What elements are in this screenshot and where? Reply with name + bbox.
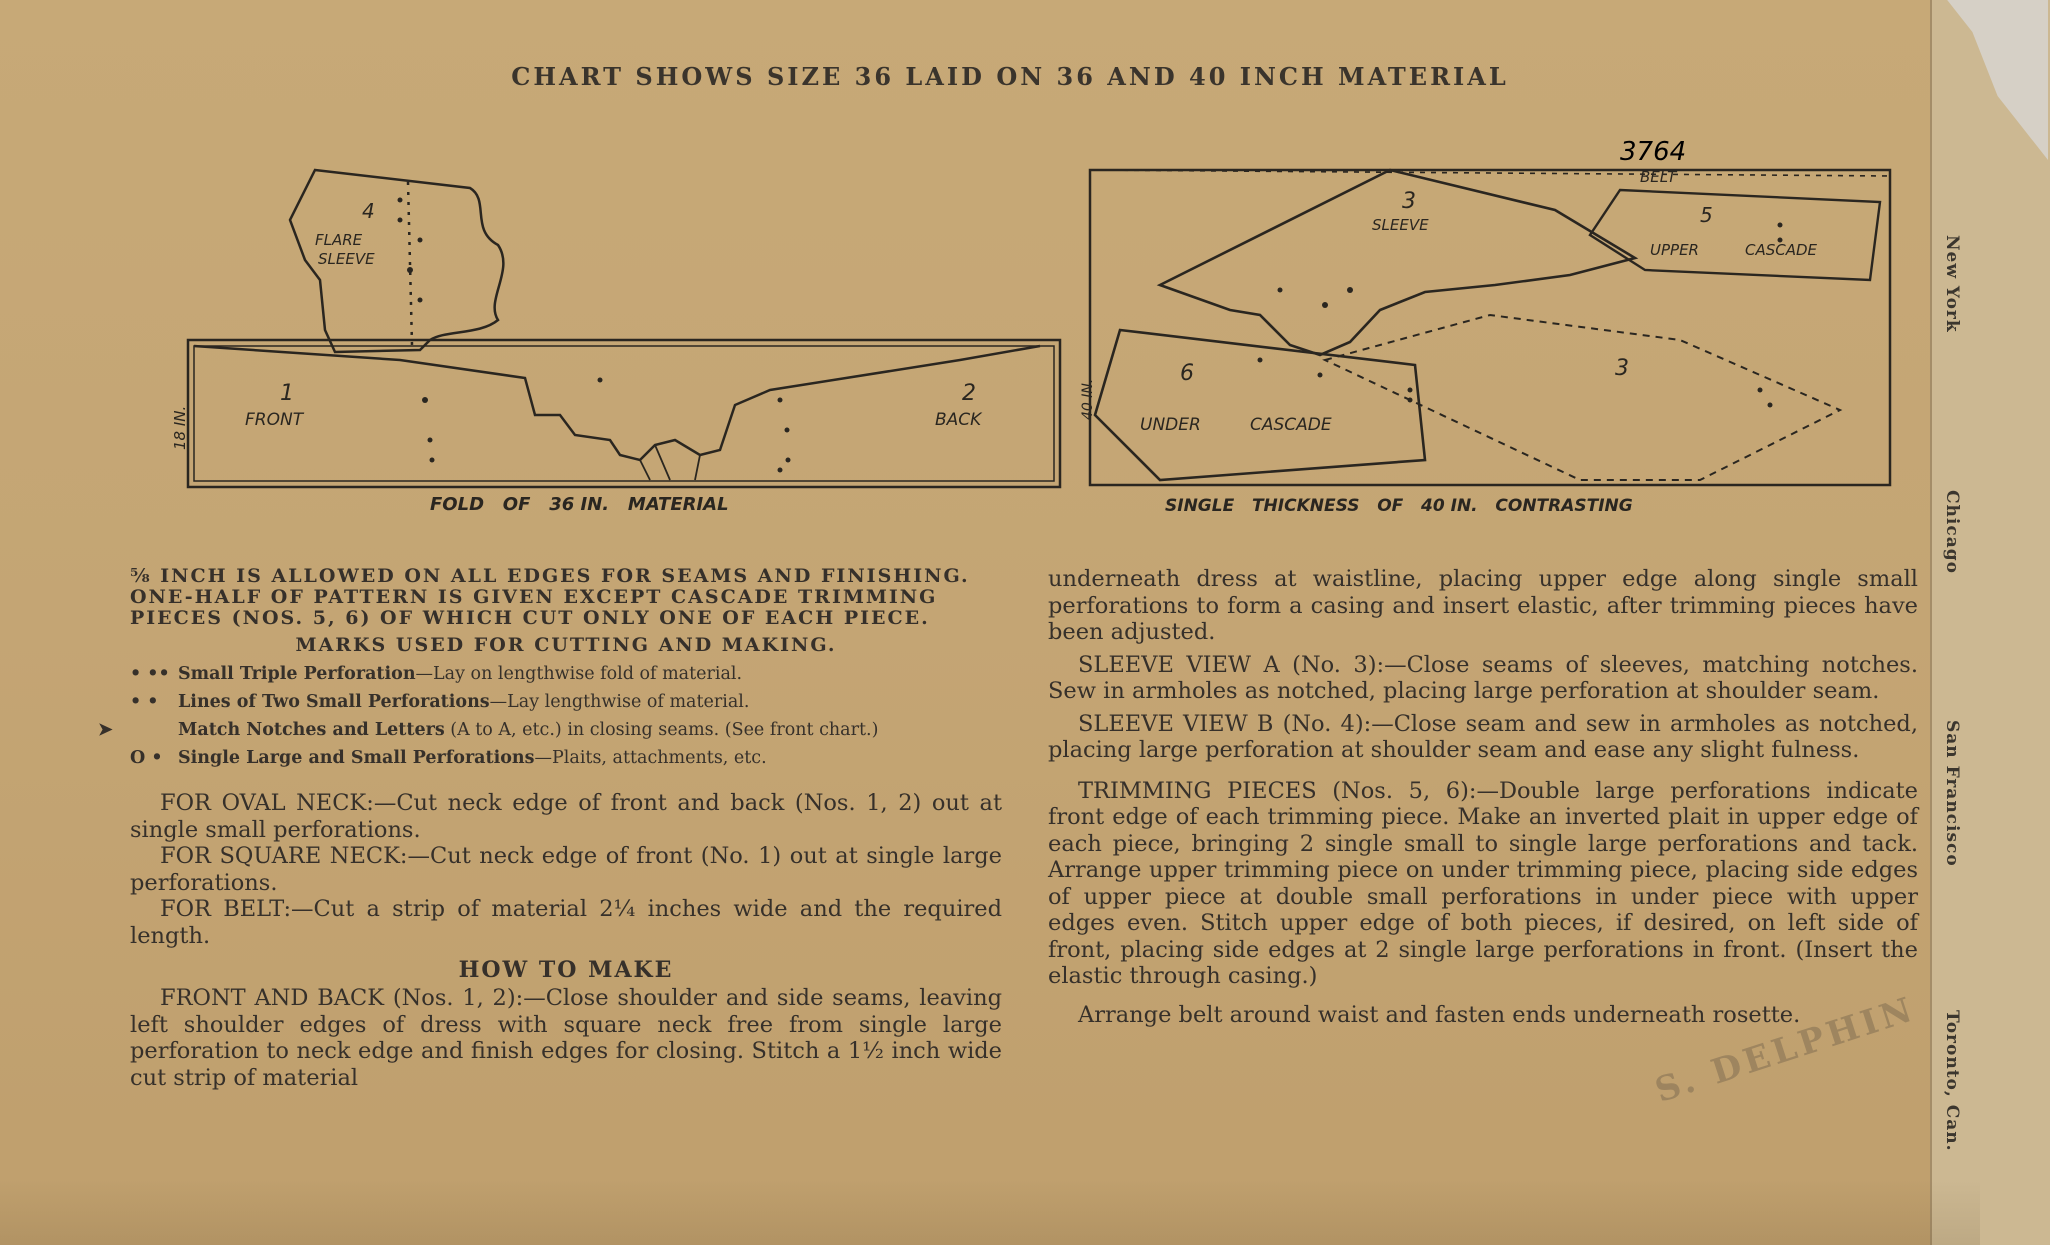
trimming-instruction: TRIMMING PIECES (Nos. 5, 6):—Double large perforations indicate front edge of each trimming piece. Make an inverted plait in upper edge of each piece, bringing 2 single small to single large perforations and tack. Arrange upper trimming piece on under trimming piece, placing side edges of upper piece at double small perforations in under piece with upper edges even. Stitch upper edge of both pieces, if desired, on left side of front, placing side edges at 2 single large perforations in front. (Insert the elastic through casing.) bbox=[1048, 777, 1918, 989]
city-toronto: Toronto, Can. bbox=[1942, 1010, 1962, 1152]
left-chart-caption: FOLD OF 36 IN. MATERIAL bbox=[430, 494, 729, 515]
piece-3-number: 3 bbox=[1402, 189, 1416, 214]
piece-6-label-2: CASCADE bbox=[1250, 415, 1332, 435]
piece-1-label: FRONT bbox=[245, 410, 304, 430]
left-layout-chart bbox=[171, 160, 1070, 520]
marks-heading: MARKS USED FOR CUTTING AND MAKING. bbox=[295, 634, 837, 656]
double-perforation-icon: • • bbox=[130, 692, 159, 712]
left-chart-svg bbox=[171, 160, 1070, 520]
right-instructions bbox=[1048, 566, 1918, 1028]
large-small-perforation-icon: O • bbox=[130, 748, 163, 768]
piece-3b-number: 3 bbox=[1615, 356, 1629, 381]
piece-4-number: 4 bbox=[362, 199, 375, 223]
piece-5-label-2: CASCADE bbox=[1745, 241, 1818, 259]
marks-list bbox=[98, 660, 1002, 772]
mark-large-small: O • Single Large and Small Perforations—Plaits, attachments, etc. bbox=[130, 744, 1002, 772]
front-back-instruction: FRONT AND BACK (Nos. 1, 2):—Close shoulder and side seams, leaving left shoulder edges of dress with square neck free from single large perforation to neck edge and finish edges for closing. Stitch a 1½ inch wide cut strip of material bbox=[130, 985, 1002, 1091]
piece-1-number: 1 bbox=[280, 381, 294, 406]
belt-label: BELT bbox=[1640, 168, 1677, 186]
notch-arrow-icon: ➤ bbox=[98, 720, 113, 740]
piece-5-label-1: UPPER bbox=[1650, 241, 1699, 259]
dealer-stamp: S. DELPHIN bbox=[1650, 989, 1921, 1111]
continued-instruction: underneath dress at waistline, placing upper edge along single small perforations to form a casing and insert elastic, after trimming pieces have been adjusted. bbox=[1048, 566, 1918, 645]
triple-perforation-icon: • •• bbox=[130, 664, 170, 684]
front-back-outline bbox=[194, 346, 1040, 460]
city-san-francisco: San Francisco bbox=[1942, 720, 1962, 867]
piece-3-dashed-outline bbox=[1325, 315, 1840, 480]
piece-2-label: BACK bbox=[935, 410, 982, 430]
how-to-make-heading: HOW TO MAKE bbox=[458, 957, 674, 983]
city-chicago: Chicago bbox=[1942, 490, 1962, 574]
right-side-label: 40 IN. bbox=[1080, 378, 1096, 420]
right-chart-svg bbox=[1080, 130, 1930, 520]
city-new-york: New York bbox=[1942, 235, 1962, 333]
piece-3-label: SLEEVE bbox=[1372, 216, 1429, 234]
piece-4-label-2: SLEEVE bbox=[318, 250, 375, 268]
belt-final-instruction: Arrange belt around waist and fasten ends underneath rosette. bbox=[1078, 1001, 1801, 1028]
belt-instruction: FOR BELT:—Cut a strip of material 2¼ inches wide and the required length. bbox=[130, 896, 1002, 949]
paper-shadow bbox=[0, 1180, 1980, 1245]
sleeve-a-instruction: SLEEVE VIEW A (No. 3):—Close seams of sleeves, matching notches. Sew in armholes as notched, placing large perforation at shoulder seam. bbox=[1048, 651, 1918, 704]
right-layout-chart bbox=[1080, 130, 1930, 520]
allowance-note: ⅝ INCH IS ALLOWED ON ALL EDGES FOR SEAMS AND FINISHING. ONE-HALF OF PATTERN IS GIVEN EXCEPT CASCADE TRIMMING PIECES (NOS. 5, 6) OF WHICH CUT ONLY ONE OF EACH PIECE. bbox=[130, 565, 970, 629]
left-side-label: 18 IN. bbox=[171, 405, 189, 450]
square-neck-instruction: FOR SQUARE NECK:—Cut neck edge of front (No. 1) out at single large perforations. bbox=[130, 843, 1002, 896]
sleeve-b-instruction: SLEEVE VIEW B (No. 4):—Close seam and sew in armholes as notched, placing large perforation at shoulder seam and ease any slight fulness. bbox=[1048, 710, 1918, 763]
piece-3-outline bbox=[1160, 170, 1635, 355]
piece-6-outline bbox=[1095, 330, 1425, 480]
mark-small-triple: • •• Small Triple Perforation—Lay on lengthwise fold of material. bbox=[130, 660, 1002, 688]
pattern-number: 3764 bbox=[1620, 137, 1687, 167]
mark-notches: ➤ Match Notches and Letters (A to A, etc.) in closing seams. (See front chart.) bbox=[130, 716, 1002, 744]
piece-4-label-1: FLARE bbox=[315, 231, 363, 249]
piece-2-number: 2 bbox=[962, 381, 976, 406]
piece-6-number: 6 bbox=[1180, 361, 1194, 386]
left-instructions bbox=[98, 565, 1002, 1091]
mark-two-small: • • Lines of Two Small Perforations—Lay lengthwise of material. bbox=[130, 688, 1002, 716]
right-chart-caption: SINGLE THICKNESS OF 40 IN. CONTRASTING bbox=[1165, 496, 1633, 516]
piece-5-number: 5 bbox=[1700, 203, 1713, 227]
piece-6-label-1: UNDER bbox=[1140, 415, 1201, 435]
oval-neck-instruction: FOR OVAL NECK:—Cut neck edge of front and back (Nos. 1, 2) out at single small perforations. bbox=[130, 790, 1002, 843]
front-back-fold-box bbox=[188, 340, 1060, 487]
piece-5-outline bbox=[1590, 190, 1880, 280]
chart-title: CHART SHOWS SIZE 36 LAID ON 36 AND 40 INCH MATERIAL bbox=[511, 62, 1509, 91]
